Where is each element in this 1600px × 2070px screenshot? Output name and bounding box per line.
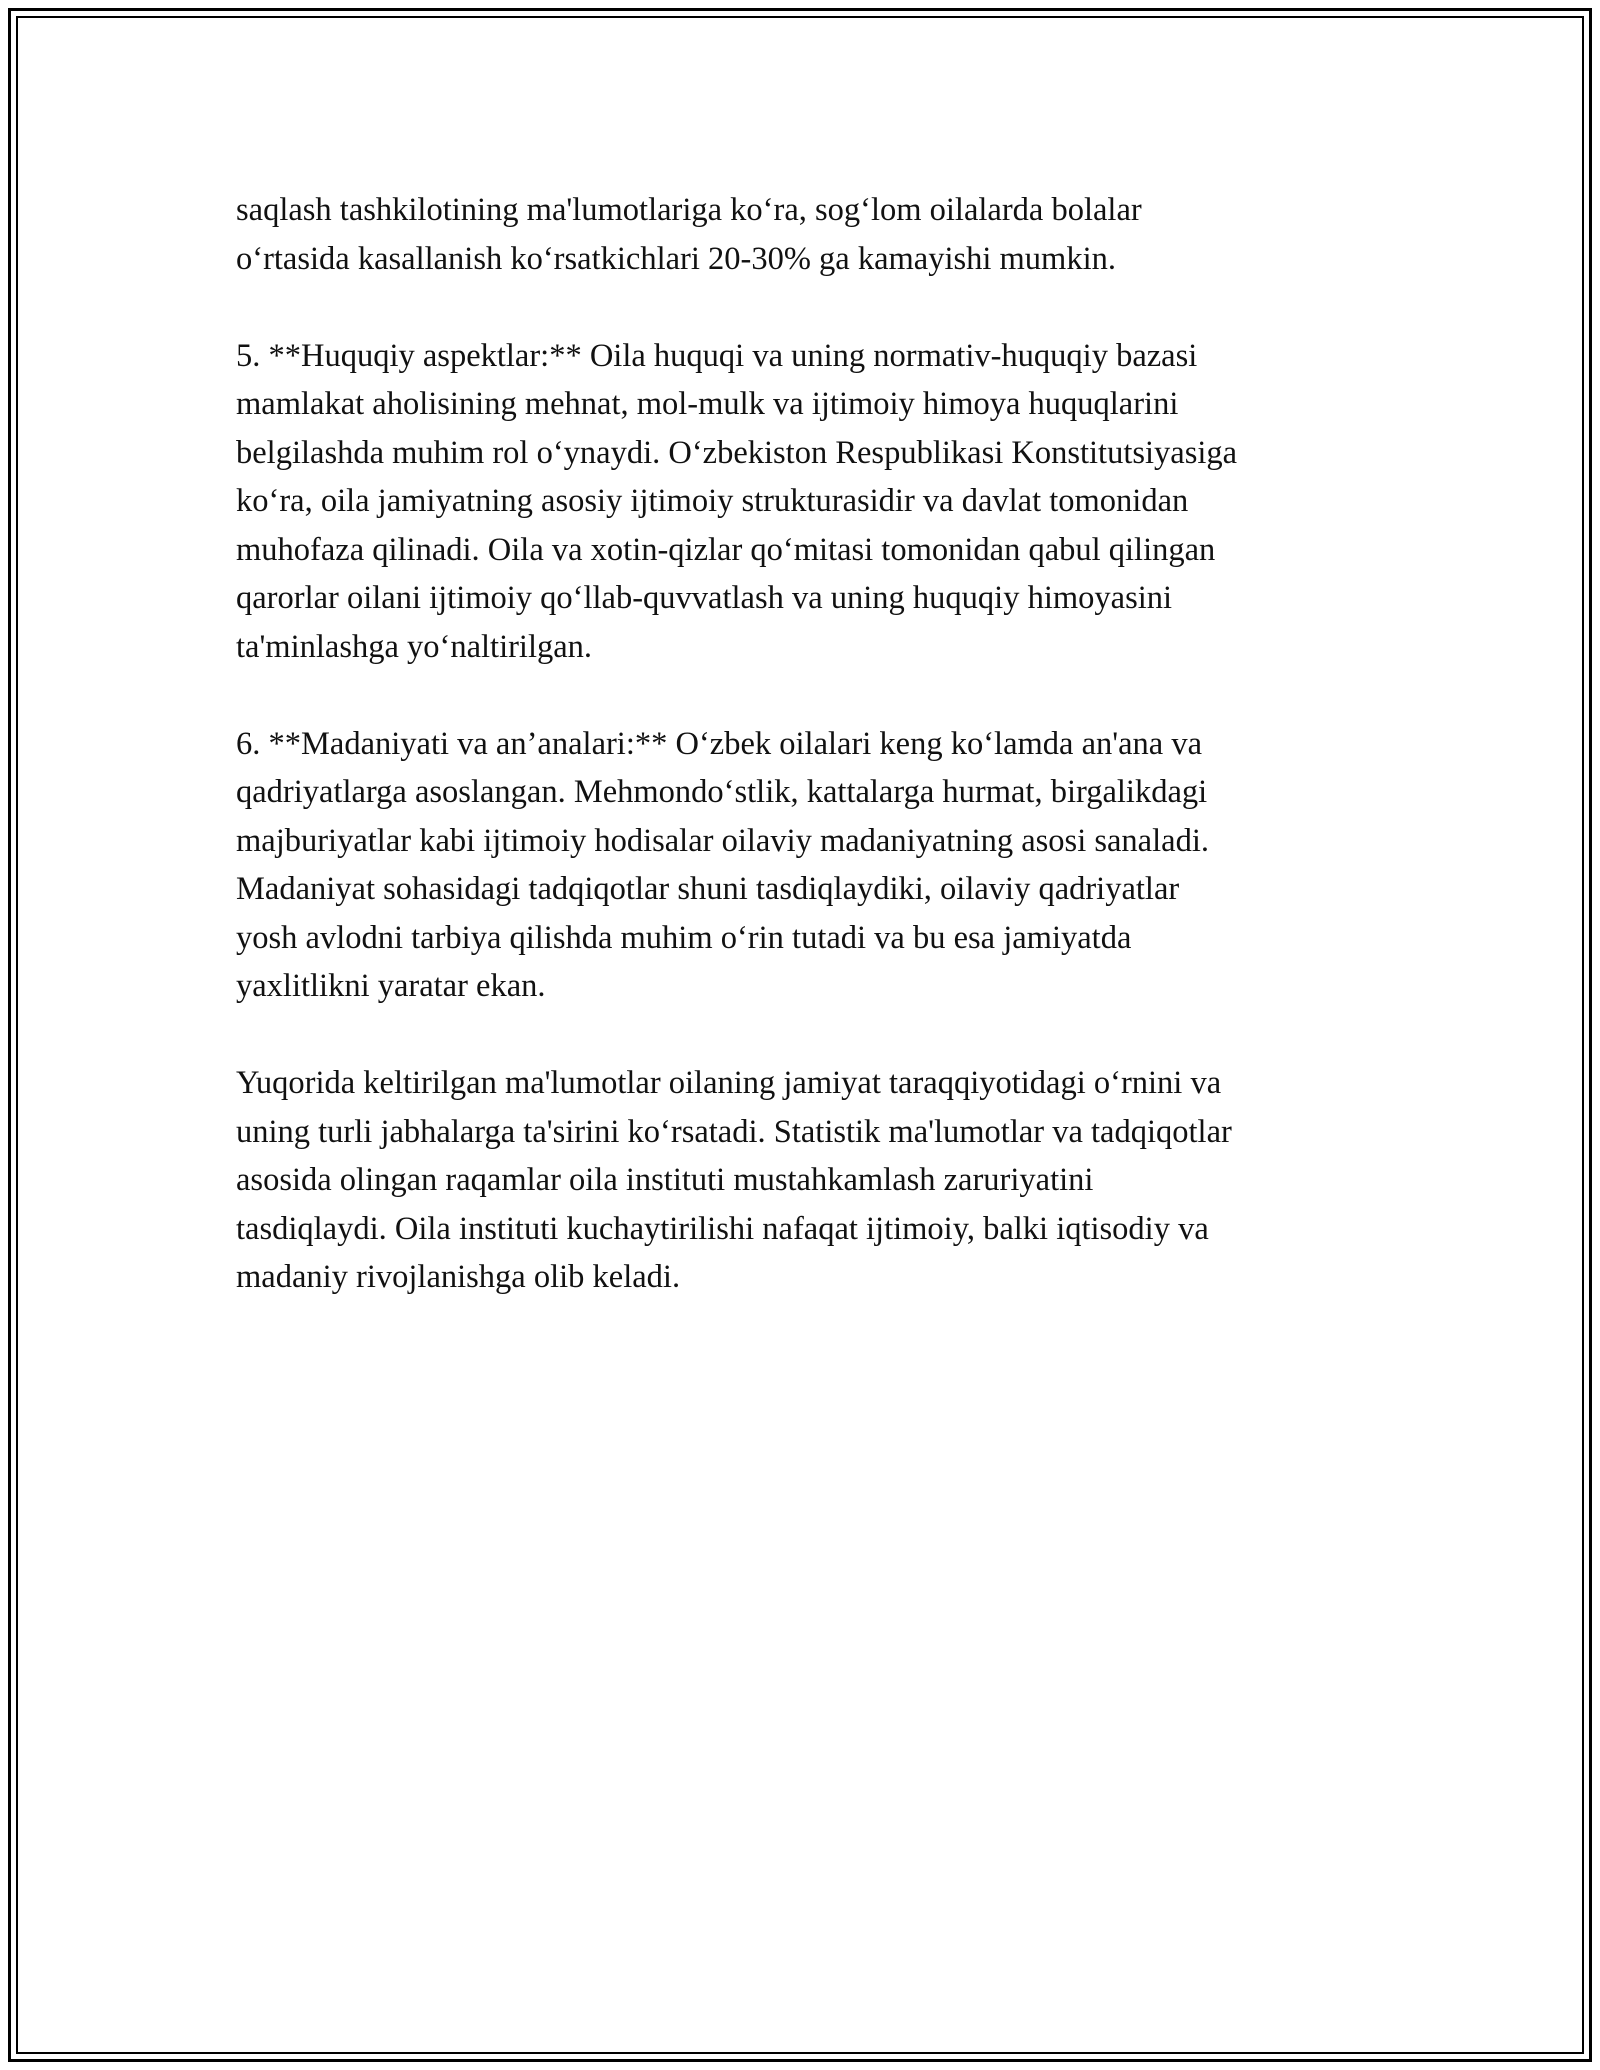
text-line: muhofaza qilinadi. Oila va xotin-qizlar qo‘mitasi tomonidan qabul qilingan <box>236 531 1216 568</box>
text-line: yaxlitlikni yaratar ekan. <box>236 968 546 1004</box>
text-line: yosh avlodni tarbiya qilishda muhim o‘rin tutadi va bu esa jamiyatda <box>236 919 1132 956</box>
text-line: saqlash tashkilotining ma'lumotlariga ko‘ra, sog‘lom oilalarda bolalar <box>236 192 1142 228</box>
text-line: 5. **Huquqiy aspektlar:** Oila huquqi va uning normativ-huquqiy bazasi <box>236 337 1198 374</box>
text-line: mamlakat aholisining mehnat, mol-mulk va ijtimoiy himoya huquqlarini <box>236 386 1179 422</box>
text-line: asosida olingan raqamlar oila instituti mustahkamlash zaruriyatini <box>236 1162 1094 1198</box>
text-line: ta'minlashga yo‘naltirilgan. <box>236 628 593 665</box>
paragraph-conclusion <box>236 1059 1376 1302</box>
text-line: Madaniyat sohasidagi tadqiqotlar shuni tasdiqlaydiki, oilaviy qadriyatlar <box>236 871 1180 907</box>
paragraph-culture-traditions <box>236 720 1376 1011</box>
text-line: belgilashda muhim rol o‘ynaydi. O‘zbekiston Respublikasi Konstitutsiyasiga <box>236 434 1238 471</box>
text-line: majburiyatlar kabi ijtimoiy hodisalar oilaviy madaniyatning asosi sanaladi. <box>236 822 1209 859</box>
text-line: uning turli jabhalarga ta'sirini ko‘rsatadi. Statistik ma'lumotlar va tadqiqotlar <box>236 1113 1232 1150</box>
text-line: tasdiqlaydi. Oila instituti kuchaytirilishi nafaqat ijtimoiy, balki iqtisodiy va <box>236 1210 1209 1247</box>
paragraph-legal-aspects <box>236 332 1376 672</box>
text-line: qadriyatlarga asoslangan. Mehmondo‘stlik, kattalarga hurmat, birgalikdagi <box>236 774 1208 810</box>
document-body <box>236 186 1376 1350</box>
text-line: qarorlar oilani ijtimoiy qo‘llab-quvvatlash va uning huquqiy himoyasini <box>236 580 1173 616</box>
text-line: madaniy rivojlanishga olib keladi. <box>236 1259 681 1295</box>
text-line: o‘rtasida kasallanish ko‘rsatkichlari 20-30% ga kamayishi mumkin. <box>236 240 1116 277</box>
text-line: 6. **Madaniyati va an’analari:** O‘zbek oilalari keng ko‘lamda an'ana va <box>236 725 1203 762</box>
text-line: Yuqorida keltirilgan ma'lumotlar oilaning jamiyat taraqqiyotidagi o‘rnini va <box>236 1065 1222 1101</box>
text-line: ko‘ra, oila jamiyatning asosiy ijtimoiy strukturasidir va davlat tomonidan <box>236 483 1189 519</box>
paragraph-health-statistics <box>236 186 1376 283</box>
